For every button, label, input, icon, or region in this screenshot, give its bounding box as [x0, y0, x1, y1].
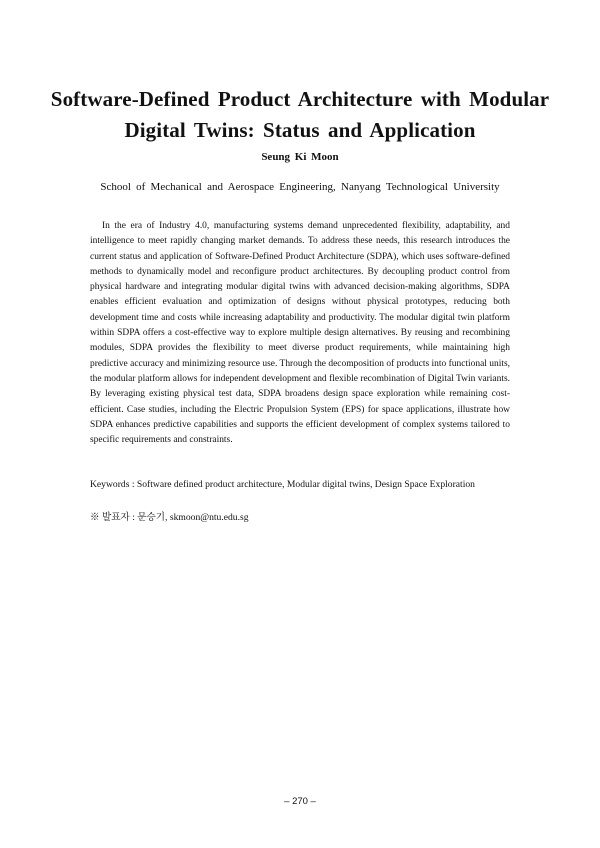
abstract-text: In the era of Industry 4.0, manufacturing systems demand unprecedented flexibility, adaptability, and intelligence to meet rapidly changing market demands. To address these needs, this research introduces the current status and application of Software-Defined Product Architecture (SDPA), which uses software-defined methods to dynamically model and reconfigure product architectures. By decoupling product control from physical hardware and integrating modular digital twins with advanced decision-making algorithms, SDPA enables efficient evaluation and optimization of designs without physical prototypes, reducing both development time and costs while increasing adaptability and productivity. The modular digital twin platform within SDPA offers a cost-effective way to explore multiple design alternatives. By reusing and recombining modules, SDPA provides the flexibility to meet diverse product requirements, while maintaining high predictive accuracy and minimizing resource use. Through the decomposition of products into functional units, the modular platform allows for independent development and flexible recombination of Digital Twin variants. By leveraging existing physical test data, SDPA broadens design space exploration while remaining cost-efficient. Case studies, including the Electric Propulsion System (EPS) for space applications, illustrate how SDPA enhances predictive capabilities and supports the efficient development of complex systems tailored to specific requirements and constraints. — [90, 221, 510, 446]
paper-title-line-1: Software-Defined Product Architecture with Modular — [50, 87, 550, 111]
page-number: – 270 – — [284, 796, 316, 807]
keywords-line: Keywords : Software defined product architecture, Modular digital twins, Design Space Exploration — [90, 479, 475, 490]
author-affiliation: School of Mechanical and Aerospace Engineering, Nanyang Technological University — [100, 181, 500, 193]
paper-title-line-2: Digital Twins: Status and Application — [124, 118, 476, 142]
author-name: Seung Ki Moon — [261, 151, 339, 163]
presenter-note: ※ 발표자 : 문승기, skmoon@ntu.edu.sg — [90, 512, 249, 523]
